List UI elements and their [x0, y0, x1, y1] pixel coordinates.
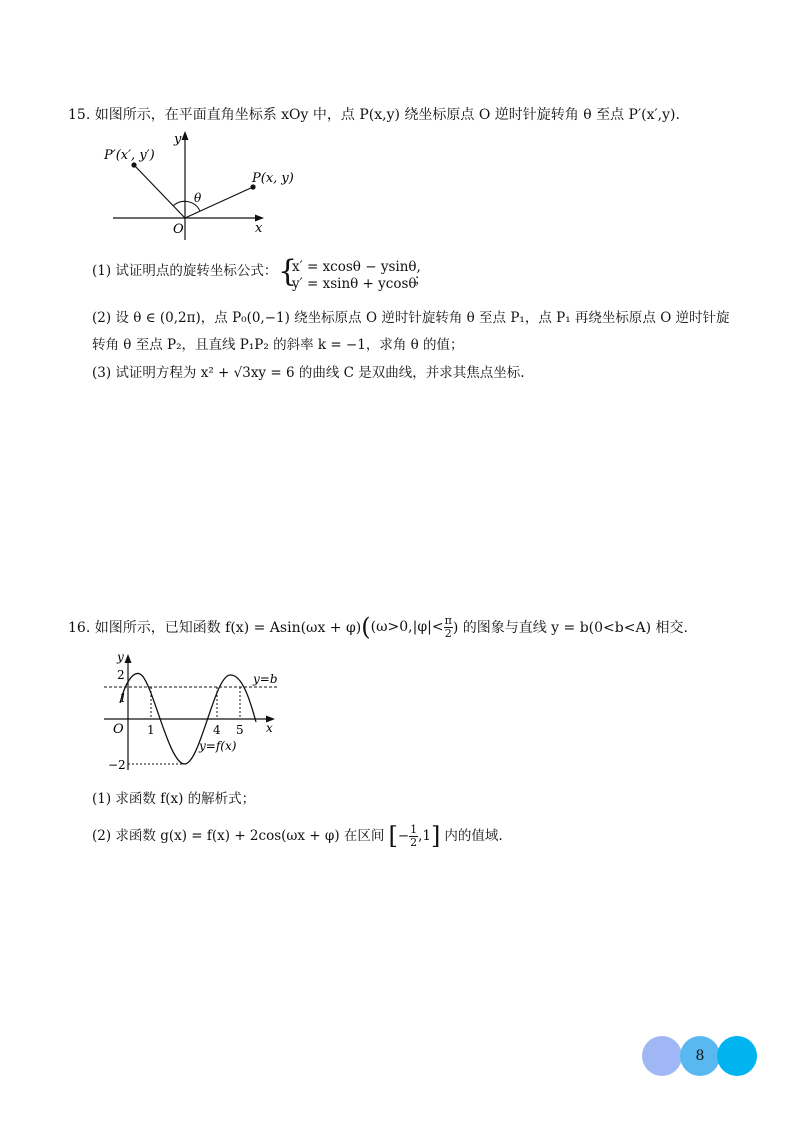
q16-part2-a: (2) 求函数 g(x) = f(x) + 2cos(ωx + φ) 在区间 [92, 828, 385, 844]
q16-interval-rest: ,1 [418, 828, 432, 844]
q16-tick-4: 4 [213, 723, 221, 737]
q16-label-y: y [117, 650, 124, 664]
q16-pi-over-2: $\frac{\pi}{2}$ [444, 613, 452, 640]
q15-stem: 15. 如图所示，在平面直角坐标系 xOy 中，点 P(x,y) 绕坐标原点 O 逆时针旋转角 θ 至点 P′(x′,y). [68, 107, 680, 123]
q15-label-P: P(x, y) [252, 171, 294, 186]
q16-label-O: O [113, 722, 124, 737]
q15-label-y: y [174, 132, 182, 147]
q16-interval-minus: − [397, 828, 410, 844]
q16-interval-half: $\frac{1}{2}$ [410, 822, 418, 849]
q15-label-theta: θ [194, 191, 202, 205]
q15-label-x: x [255, 221, 263, 236]
q16-stem-a: 16. 如图所示，已知函数 f(x) = Asin(ωx + φ) [68, 620, 362, 636]
q16-part1: (1) 求函数 f(x) 的解析式； [92, 791, 256, 807]
q16-interval-open: [ [388, 822, 398, 850]
page-badge-circle-right [717, 1036, 757, 1076]
page-badge-circle-left [642, 1036, 682, 1076]
q16-tick-1x: 1 [147, 723, 155, 737]
q16-tick-neg2: −2 [108, 758, 126, 772]
q15-part2-line1: (2) 设 θ ∈ (0,2π)，点 P₀(0,−1) 绕坐标原点 O 逆时针旋转角 θ 至点 P₁，点 P₁ 再绕坐标原点 O 逆时针旋 [92, 310, 730, 326]
q15-part1-prefix: (1) 试证明点的旋转坐标公式： [92, 263, 278, 279]
q16-stem-b: ) 的图象与直线 y = b(0<b<A) 相交. [452, 620, 688, 636]
q16-part2 [92, 819, 503, 853]
q16-stem: 16. 如图所示，已知函数 f(x) = Asin(ωx + φ) ( (ω>0,|φ|< $\frac{\pi}{2}$ ) 的图象与直线 y = b(0<b<A) 相交. [68, 613, 688, 641]
q15-part1-eq1: x′ = xcosθ − ysinθ, [292, 259, 421, 275]
q16-label-x: x [266, 721, 273, 735]
q15-label-P-prime: P′(x′, y′) [104, 148, 155, 163]
q15-part2-line2: 转角 θ 至点 P₂，且直线 P₁P₂ 的斜率 k = −1，求角 θ 的值； [92, 337, 464, 353]
q16-tick-2: 2 [117, 668, 125, 682]
q16-stem-paren: (ω>0,|φ|< [370, 619, 444, 635]
q15-part1-eq2: y′ = xsinθ + ycosθ [292, 276, 417, 292]
q16-label-yb: y=b [253, 672, 278, 686]
q16-part2-b: 内的值域. [444, 828, 503, 844]
q16-tick-1y: 1 [119, 691, 127, 705]
q16-label-yf: y=f(x) [199, 739, 237, 753]
q15-part3: (3) 试证明方程为 x² + √3xy = 6 的曲线 C 是双曲线，并求其焦点坐标. [92, 365, 525, 381]
q16-tick-5: 5 [236, 723, 244, 737]
q16-interval-close: ] [431, 822, 441, 850]
q15-part1-suffix: ； [414, 272, 428, 288]
q15-part1-brace: { [278, 254, 298, 289]
page-number: 8 [695, 1048, 705, 1064]
q15-label-O: O [173, 222, 184, 237]
q16-y-arrow [125, 654, 132, 663]
